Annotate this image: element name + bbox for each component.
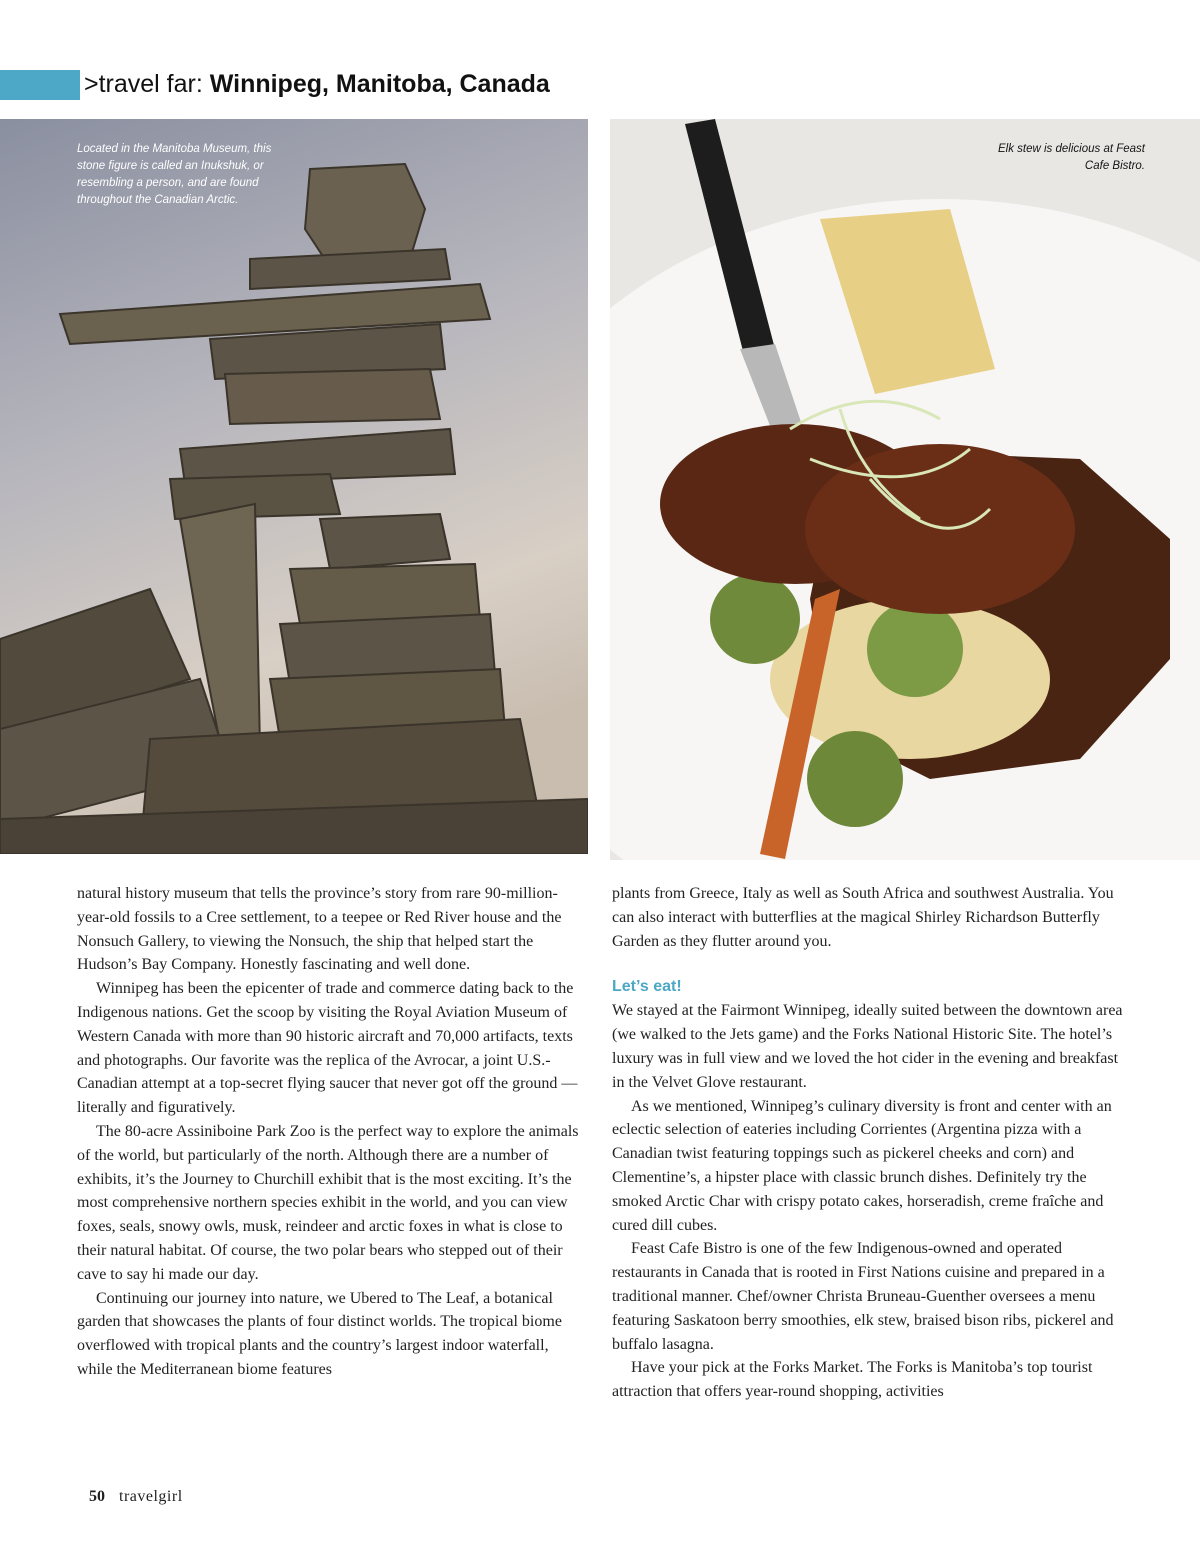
paragraph: plants from Greece, Italy as well as South Africa and southwest Australia. You can also interact with butterflies at the magical Shirley Richardson Butterfly Garden as they flutter around you.	[612, 885, 1114, 950]
inukshuk-photo	[0, 119, 588, 854]
paragraph: natural history museum that tells the province’s story from rare 90-million-year-old fossils to a Cree settlement, to a teepee or Red River house and the Nonsuch Gallery, to viewing the Nonsuch, the ship that helped start the Hudson’s Bay Company. Honestly fascinating and well done.	[77, 885, 562, 974]
paragraph: The 80-acre Assiniboine Park Zoo is the perfect way to explore the animals of the world, but particularly of the north. Although there are a number of exhibits, it’s the Journey to Churchill exhibit that is the most exciting. It’s the most comprehensive northern species exhibit in the world, and you can view foxes, seals, snowy owls, musk, reindeer and arctic foxes in what is close to their natural habitat. Of course, the two polar bears who stepped out of their cave to say hi made our day.	[77, 1122, 579, 1283]
right-text-column	[612, 882, 1127, 1404]
destination-title: Winnipeg, Manitoba, Canada	[209, 70, 550, 98]
page-number: 50	[89, 1488, 105, 1505]
section-label: >travel far:	[84, 70, 210, 98]
elk-stew-caption: Elk stew is delicious at Feast Cafe Bistro.	[997, 143, 1145, 172]
paragraph: Feast Cafe Bistro is one of the few Indigenous-owned and operated restaurants in Canada that is rooted in First Nations cuisine and prepared in a traditional manner. Chef/owner Christa Bruneau-Guenther oversees a menu featuring Saskatoon berry smoothies, elk stew, braised bison ribs, pickerel and buffalo lasagna.	[612, 1240, 1114, 1353]
magazine-logo: travelgirl	[119, 1488, 183, 1505]
section-header	[84, 66, 550, 102]
paragraph: Have your pick at the Forks Market. The Forks is Manitoba’s top tourist attraction that offers year-round shopping, activities	[612, 1359, 1093, 1401]
inukshuk-caption: Located in the Manitoba Museum, this stone figure is called an Inukshuk, or resembling a person, and are found throughout the Canadian Arctic.	[77, 143, 272, 206]
section-subhead: Let’s eat!	[612, 978, 682, 996]
elk-stew-photo	[610, 119, 1200, 860]
page-footer	[89, 1487, 183, 1507]
paragraph: Continuing our journey into nature, we Ubered to The Leaf, a botanical garden that showcases the plants of four distinct worlds. The tropical biome overflowed with tropical plants and the country’s largest indoor waterfall, while the Mediterranean biome features	[77, 1289, 562, 1378]
header-accent-bar	[0, 70, 80, 100]
paragraph: Winnipeg has been the epicenter of trade and commerce dating back to the Indigenous nations. Get the scoop by visiting the Royal Aviation Museum of Western Canada with more than 90 historic aircraft and 70,000 artifacts, texts and photographs. Our favorite was the replica of the Avrocar, a joint U.S.-Canadian attempt at a top-secret flying saucer that never got off the ground — literally and figuratively.	[77, 980, 578, 1117]
left-text-column	[77, 882, 587, 1382]
paragraph: As we mentioned, Winnipeg’s culinary diversity is front and center with an eclectic selection of eateries including Corrientes (Argentina pizza with a Canadian twist featuring toppings such as pickerel cheeks and corn) and Clementine’s, a hipster place with classic brunch dishes. Definitely try the smoked Arctic Char with crispy potato cakes, horseradish, creme fraîche and cured dill cubes.	[612, 1097, 1112, 1234]
paragraph: We stayed at the Fairmont Winnipeg, ideally suited between the downtown area (we walked to the Jets game) and the Forks National Historic Site. The hotel’s luxury was in full view and we loved the hot cider in the evening and breakfast in the Velvet Glove restaurant.	[612, 1002, 1123, 1091]
